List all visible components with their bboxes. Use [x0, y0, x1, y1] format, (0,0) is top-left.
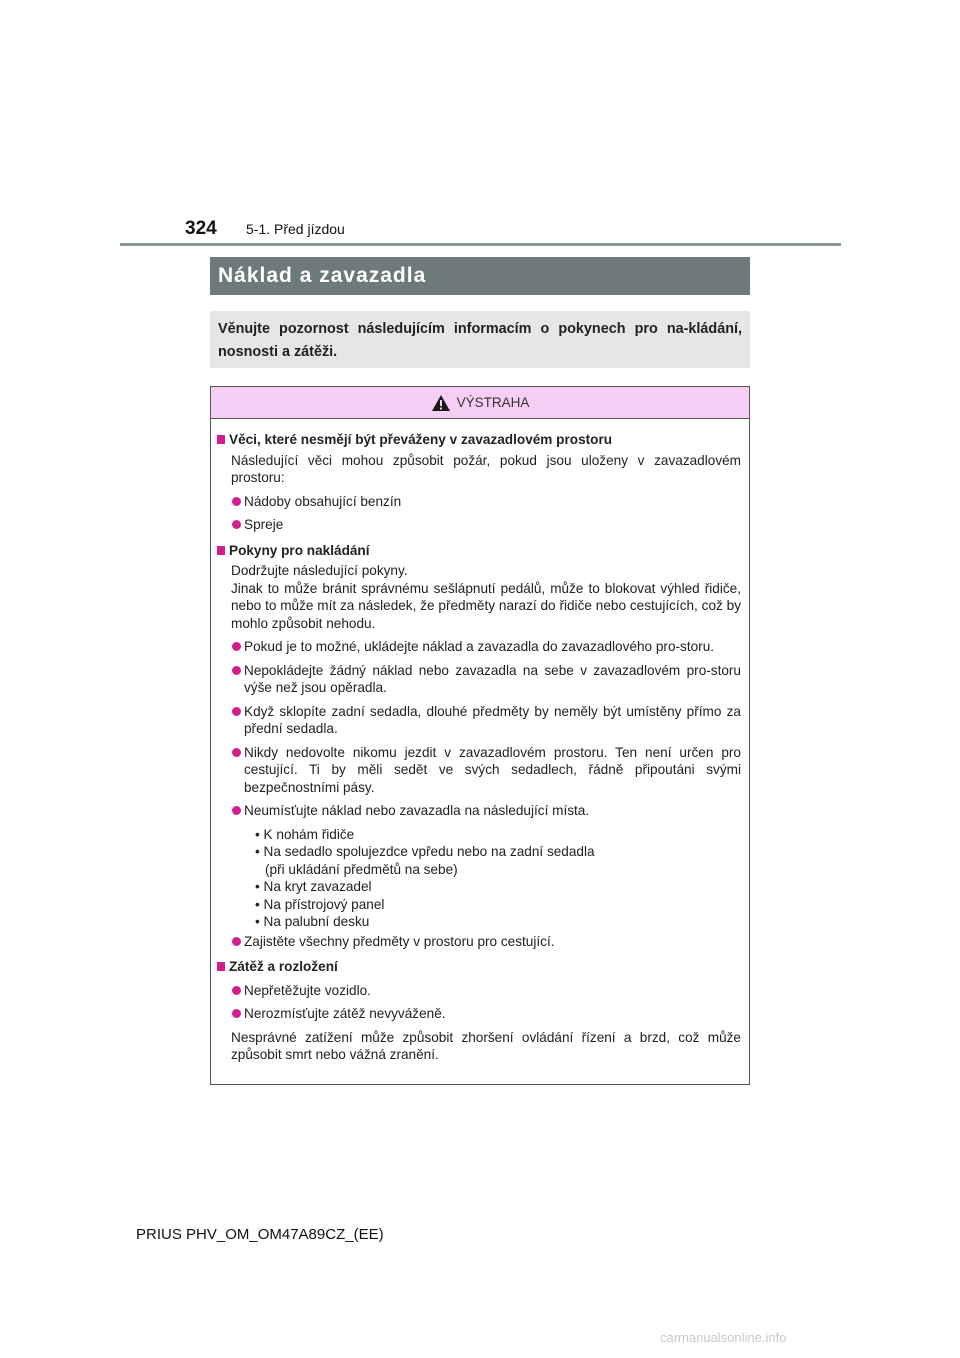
- list-item: Zajistěte všechny předměty v prostoru pro cestující.: [219, 933, 741, 951]
- section-text: Dodržujte následující pokyny.: [231, 563, 408, 578]
- square-bullet-icon: [217, 962, 225, 971]
- section-reference: 5-1. Před jízdou: [246, 221, 345, 237]
- list-item: Nikdy nedovolte nikomu jezdit v zavazadlovém prostoru. Ten není určen pro cestující. Ti by měli sedět ve svých sedadlech, řádně připoutáni svými bezpečnostními pásy.: [219, 744, 741, 797]
- circle-bullet-icon: [232, 806, 241, 815]
- section-title: Zátěž a rozložení: [219, 958, 741, 976]
- sub-list-item: (při ukládání předmětů na sebe): [265, 861, 458, 877]
- section-title: Pokyny pro nakládání: [219, 542, 741, 560]
- header-divider: [120, 243, 841, 246]
- watermark: carmanualsonline.info: [660, 1330, 787, 1345]
- circle-bullet-icon: [232, 748, 241, 757]
- circle-bullet-icon: [232, 520, 241, 529]
- warning-label: VÝSTRAHA: [456, 395, 530, 410]
- sub-list-item: • Na přístrojový panel: [255, 896, 385, 912]
- list-item: Spreje: [219, 516, 741, 534]
- warning-triangle-icon: [431, 394, 451, 412]
- list-item: Pokud je to možné, ukládejte náklad a zavazadla do zavazadlového pro-storu.: [219, 638, 741, 656]
- page-title-bar: [210, 257, 750, 295]
- section-text: Jinak to může bránit správnému sešlápnutí pedálů, může to blokovat výhled řidiče, nebo to může mít za následek, že předměty narazí do řidiče nebo cestujících, což by mohlo způsobit nehodu.: [231, 580, 741, 631]
- page-title: Náklad a zavazadla: [218, 264, 427, 287]
- circle-bullet-icon: [232, 497, 241, 506]
- document-code: PRIUS PHV_OM_OM47A89CZ_(EE): [136, 1226, 384, 1243]
- warning-body: [211, 419, 749, 1064]
- sub-list: [219, 826, 741, 931]
- circle-bullet-icon: [232, 666, 241, 675]
- circle-bullet-icon: [232, 707, 241, 716]
- circle-bullet-icon: [232, 937, 241, 946]
- square-bullet-icon: [217, 435, 225, 444]
- circle-bullet-icon: [232, 986, 241, 995]
- list-item: Nepokládejte žádný náklad nebo zavazadla na sebe v zavazadlovém pro-storu výše než jsou opěradla.: [219, 662, 741, 697]
- sub-list-item: • K nohám řidiče: [255, 826, 355, 842]
- list-item: Nepřetěžujte vozidlo.: [219, 982, 741, 1000]
- square-bullet-icon: [217, 546, 225, 555]
- list-item: Nádoby obsahující benzín: [219, 493, 741, 511]
- circle-bullet-icon: [232, 642, 241, 651]
- intro-box: Věnujte pozornost následujícím informacím o pokynech pro na-kládání, nosnosti a zátěži.: [210, 311, 750, 368]
- sub-list-item: • Na kryt zavazadel: [255, 879, 372, 894]
- sub-list-item: • Na palubní desku: [255, 914, 370, 929]
- section-title: Věci, které nesmějí být převáženy v zavazadlovém prostoru: [219, 431, 741, 449]
- section-text: Následující věci mohou způsobit požár, pokud jsou uloženy v zavazadlovém prostoru:: [231, 452, 741, 485]
- circle-bullet-icon: [232, 1009, 241, 1018]
- warning-header: [211, 387, 749, 419]
- page-number: 324: [185, 218, 217, 239]
- warning-box: [210, 386, 750, 1085]
- list-item: Neumísťujte náklad nebo zavazadla na následující místa.: [219, 802, 741, 820]
- closing-text: Nesprávné zatížení může způsobit zhoršení ovládání řízení a brzd, což může způsobit smrt nebo vážná zranění.: [231, 1029, 741, 1062]
- list-item: Když sklopíte zadní sedadla, dlouhé předměty by neměly být umístěny přímo za přední sedadla.: [219, 703, 741, 738]
- list-item: Nerozmísťujte zátěž nevyváženě.: [219, 1005, 741, 1023]
- sub-list-item: • Na sedadlo spolujezdce vpředu nebo na zadní sedadla: [255, 844, 595, 859]
